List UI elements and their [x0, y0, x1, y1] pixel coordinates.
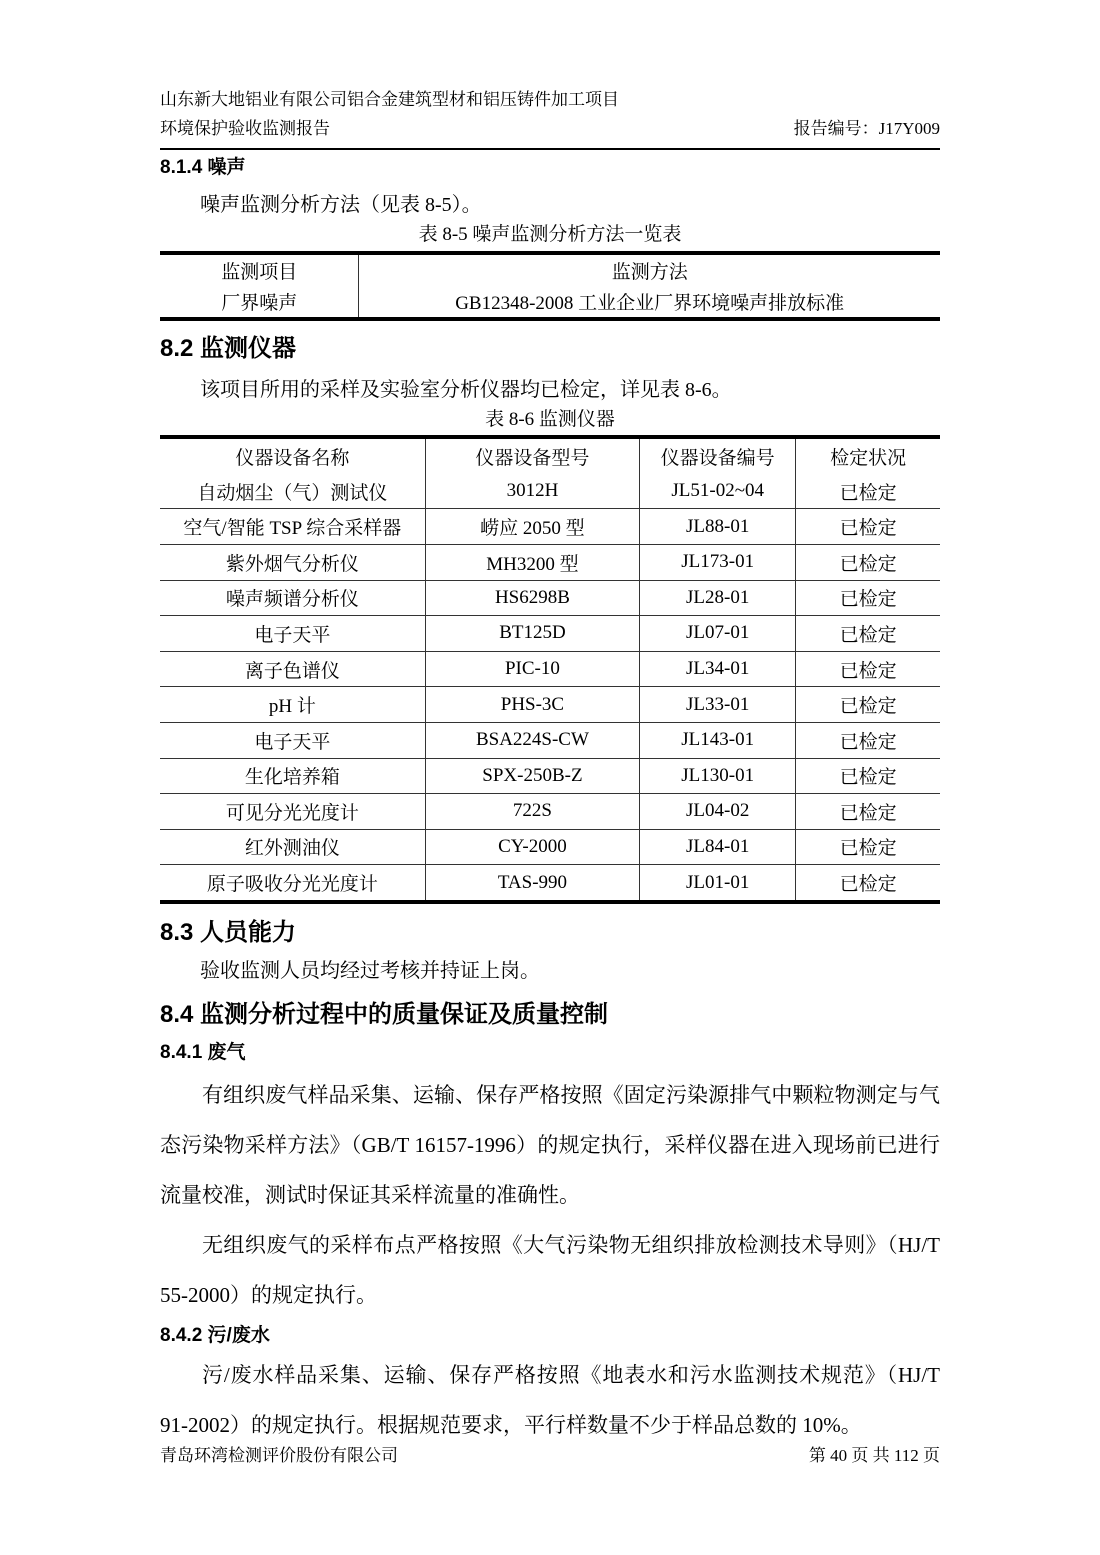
table-header-cell: 检定状况 [830, 447, 907, 469]
table-cell: 厂界噪声 [160, 286, 359, 319]
table-header-cell: 仪器设备名称 [160, 437, 425, 474]
table-cell: JL51-02~04 [640, 474, 796, 509]
table-cell: 生化培养箱 [160, 758, 425, 794]
section-heading-8-2: 8.2 监测仪器 [160, 334, 297, 362]
table-cell: 已检定 [796, 616, 940, 652]
table-cell: SPX-250B-Z [425, 758, 640, 794]
table-cell: 紫外烟气分析仪 [160, 544, 425, 580]
paragraph-8-3: 验收监测人员均经过考核并持证上岗。 [200, 960, 540, 983]
table-header-cell: 仪器设备型号 [425, 437, 640, 474]
table-cell: 空气/智能 TSP 综合采样器 [160, 509, 425, 545]
table-row [160, 651, 940, 687]
table-cell: 已检定 [796, 829, 940, 865]
table-cell: 已检定 [796, 509, 940, 545]
table-cell: JL01-01 [640, 865, 796, 902]
table-8-6-caption: 表 8-6 监测仪器 [485, 408, 615, 430]
table-cell: JL33-01 [640, 687, 796, 723]
table-cell: 噪声频谱分析仪 [160, 580, 425, 616]
table-header-row [160, 253, 940, 286]
table-cell: 已检定 [796, 794, 940, 830]
table-cell: 电子天平 [160, 722, 425, 758]
table-header-cell: 监测项目 [160, 253, 359, 286]
table-row [160, 722, 940, 758]
paragraph-8-4-1-a: 有组织废气样品采集、运输、保存严格按照《固定污染源排气中颗粒物测定与气态污染物采样方法》（GB/T 16157-1996）的规定执行，采样仪器在进入现场前已进行流量校准，测试时保证其采样流量的准确性。 [160, 1082, 940, 1207]
table-cell: PHS-3C [425, 687, 640, 723]
noise-method-table [160, 251, 940, 321]
report-number: 报告编号：J17Y009 [793, 118, 940, 138]
doc-footer [160, 1441, 940, 1466]
table-cell: 已检定 [796, 687, 940, 723]
table-cell: MH3200 型 [425, 544, 640, 580]
table-cell: JL173-01 [640, 544, 796, 580]
section-heading-8-4: 8.4 监测分析过程中的质量保证及质量控制 [160, 1001, 609, 1029]
table-cell: 722S [425, 794, 640, 830]
table-cell: BT125D [425, 616, 640, 652]
table-row [160, 580, 940, 616]
page-number: 第 40 页 共 112 页 [808, 1446, 940, 1465]
table-row [160, 474, 940, 509]
table-row [160, 829, 940, 865]
table-cell: 可见分光光度计 [160, 794, 425, 830]
doc-header [160, 86, 940, 150]
table-header-cell: 监测方法 [611, 261, 688, 283]
table-cell: 已检定 [839, 874, 897, 896]
table-cell: JL130-01 [640, 758, 796, 794]
table-cell: GB12348-2008 工业企业厂界环境噪声排放标准 [455, 292, 845, 314]
section-heading-8-4-1: 8.4.1 废气 [160, 1042, 246, 1064]
table-cell: TAS-990 [425, 865, 640, 902]
table-header-row [160, 437, 940, 474]
table-cell: 已检定 [796, 651, 940, 687]
section-heading-8-4-2: 8.4.2 污/废水 [160, 1324, 270, 1346]
doc-header-row2 [160, 115, 940, 144]
table-row [160, 616, 940, 652]
table-row [160, 509, 940, 545]
table-cell: 已检定 [796, 474, 940, 509]
table-cell: BSA224S-CW [425, 722, 640, 758]
table-row [160, 687, 940, 723]
paragraph-8-4-2: 污/废水样品采集、运输、保存严格按照《地表水和污水监测技术规范》（HJ/T 91-2002）的规定执行。根据规范要求，平行样数量不少于样品总数的 10%。 [160, 1363, 940, 1438]
table-row [160, 758, 940, 794]
table-row [160, 544, 940, 580]
table-cell: 已检定 [796, 722, 940, 758]
table-row [160, 286, 940, 319]
section-heading-8-1-4: 8.1.4 噪声 [160, 156, 246, 178]
company-name: 青岛环湾检测评价股份有限公司 [160, 1446, 398, 1465]
report-title: 环境保护验收监测报告 [160, 118, 330, 138]
project-title: 山东新大地铝业有限公司铝合金建筑型材和铝压铸件加工项目 [160, 90, 619, 109]
table-cell: JL28-01 [640, 580, 796, 616]
table-cell: pH 计 [160, 687, 425, 723]
table-row [160, 865, 940, 902]
table-8-5-caption: 表 8-5 噪声监测分析方法一览表 [418, 224, 682, 246]
table-cell: 3012H [425, 474, 640, 509]
table-cell: 已检定 [796, 758, 940, 794]
paragraph-8-1-4: 噪声监测分析方法（见表 8-5）。 [200, 194, 482, 217]
table-cell: JL88-01 [640, 509, 796, 545]
table-row [160, 794, 940, 830]
table-cell: JL143-01 [640, 722, 796, 758]
table-cell: JL84-01 [640, 829, 796, 865]
paragraph-8-4-1-b: 无组织废气的采样布点严格按照《大气污染物无组织排放检测技术导则》（HJ/T 55-2000）的规定执行。 [160, 1232, 940, 1307]
table-cell: 红外测油仪 [160, 829, 425, 865]
table-header-cell: 仪器设备编号 [640, 437, 796, 474]
table-cell: 自动烟尘（气）测试仪 [160, 474, 425, 509]
table-cell: 崂应 2050 型 [425, 509, 640, 545]
table-cell: JL04-02 [640, 794, 796, 830]
table-cell: HS6298B [425, 580, 640, 616]
table-cell: JL34-01 [640, 651, 796, 687]
table-cell: JL07-01 [640, 616, 796, 652]
section-heading-8-3: 8.3 人员能力 [160, 918, 297, 946]
paragraph-8-2: 该项目所用的采样及实验室分析仪器均已检定，详见表 8-6。 [200, 378, 732, 401]
instruments-table [160, 435, 940, 904]
table-cell: 离子色谱仪 [160, 651, 425, 687]
table-cell: 电子天平 [160, 616, 425, 652]
table-cell: 已检定 [796, 580, 940, 616]
table-cell: PIC-10 [425, 651, 640, 687]
table-cell: CY-2000 [425, 829, 640, 865]
table-cell: 已检定 [796, 544, 940, 580]
table-cell: 原子吸收分光光度计 [160, 865, 425, 902]
